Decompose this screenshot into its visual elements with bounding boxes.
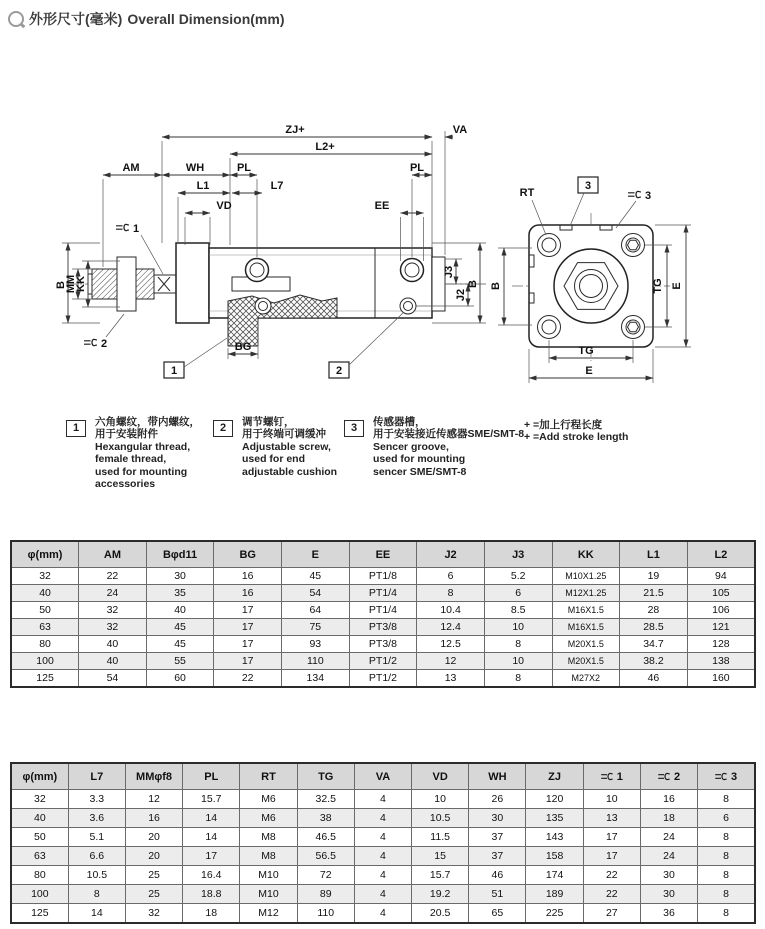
table-cell: M12: [240, 904, 297, 924]
table-cell: 5.1: [68, 828, 125, 847]
table-cell: 40: [11, 585, 79, 602]
note-line: 用于安装附件: [95, 428, 158, 441]
wrench-icon: [601, 772, 614, 781]
note-line: adjustable cushion: [242, 465, 338, 478]
table-cell: 20.5: [412, 904, 469, 924]
table-cell: 24: [79, 585, 147, 602]
table-cell: 18: [640, 809, 697, 828]
note-line: sencer SME/SMT-8: [373, 465, 467, 478]
table-cell: 16: [214, 568, 282, 585]
wrench-callout-3: [616, 190, 651, 228]
note-3-number: 3: [344, 420, 364, 437]
table-cell: PT1/4: [349, 602, 417, 619]
table-cell: 125: [11, 904, 68, 924]
table-row: [11, 585, 755, 602]
table-cell: 10: [583, 790, 640, 809]
table-cell: 20: [125, 847, 182, 866]
dim-rt: RT: [519, 187, 535, 199]
table-cell: PT1/2: [349, 653, 417, 670]
table-cell: M27X2: [552, 670, 620, 688]
table-cell: 8: [484, 636, 552, 653]
note-line: female thread,: [95, 453, 167, 466]
table-cell: PT3/8: [349, 619, 417, 636]
table-cell: 27: [583, 904, 640, 924]
table-cell: M10: [240, 866, 297, 885]
note-line: 用于终端可调缓冲: [242, 428, 326, 441]
col-header-KK: KK: [552, 541, 620, 568]
table-cell: PT3/8: [349, 636, 417, 653]
table-cell: 36: [640, 904, 697, 924]
table-cell: 24: [640, 847, 697, 866]
note-line: Hexangular thread,: [95, 440, 191, 453]
dim-b-end: B: [490, 282, 502, 290]
dim-l7: L7: [270, 180, 284, 192]
table-cell: 25: [125, 866, 182, 885]
table-cell: 121: [687, 619, 755, 636]
table-cell: 158: [526, 847, 583, 866]
table-cell: 120: [526, 790, 583, 809]
table-cell: PT1/8: [349, 568, 417, 585]
table-cell: 72: [297, 866, 354, 885]
col-header-E: E: [282, 541, 350, 568]
table-cell: 34.7: [620, 636, 688, 653]
col-header-WH: WH: [469, 763, 526, 790]
dim-am: AM: [122, 162, 140, 174]
table-cell: 8: [68, 885, 125, 904]
dimension-table-2: [10, 762, 756, 924]
table-cell: 160: [687, 670, 755, 688]
dim-bg: BG: [234, 341, 252, 353]
end-view: [490, 177, 691, 383]
dim-va: VA: [452, 124, 468, 136]
table-cell: M6: [240, 809, 297, 828]
table-row: [11, 885, 755, 904]
note-1-number: 1: [66, 420, 86, 437]
table-cell: 17: [214, 602, 282, 619]
table-cell: 10.5: [412, 809, 469, 828]
callout-box-3: [570, 177, 598, 226]
table-cell: M20X1.5: [552, 636, 620, 653]
dim-kk: KK: [75, 276, 87, 292]
table-cell: 40: [79, 653, 147, 670]
table-cell: 17: [214, 636, 282, 653]
table-cell: 8: [698, 866, 755, 885]
table-cell: 6: [484, 585, 552, 602]
table-cell: 10: [484, 653, 552, 670]
note-line: Adjustable screw,: [242, 440, 331, 453]
col-header-BG: BG: [214, 541, 282, 568]
col-header-J3: J3: [484, 541, 552, 568]
table-cell: PT1/4: [349, 585, 417, 602]
svg-text:1: 1: [170, 365, 178, 377]
table-cell: 45: [146, 619, 214, 636]
table-cell: 134: [282, 670, 350, 688]
table-cell: PT1/2: [349, 670, 417, 688]
wrench-icon: [84, 339, 97, 346]
table-cell: 65: [469, 904, 526, 924]
table-cell: 45: [282, 568, 350, 585]
table-cell: 89: [297, 885, 354, 904]
table-cell: 15.7: [412, 866, 469, 885]
table-cell: 3.6: [68, 809, 125, 828]
table-cell: 40: [79, 636, 147, 653]
table-cell: 37: [469, 828, 526, 847]
dim-b-left: B: [55, 281, 67, 289]
note-line: 用于安装接近传感器SME/SMT-8: [373, 428, 525, 441]
dimension-table-1: [10, 540, 756, 688]
dim-wh: WH: [185, 162, 205, 174]
table-cell: 64: [282, 602, 350, 619]
note-line: used for end: [242, 453, 306, 466]
table-cell: 100: [11, 653, 79, 670]
wrench-icon: [116, 224, 129, 231]
wrench-size-number: 1: [616, 770, 623, 783]
note-line: 调节螺钉，: [242, 416, 295, 428]
table-cell: 32.5: [297, 790, 354, 809]
note-line: + =Add stroke length: [524, 431, 629, 444]
table-cell: 15: [412, 847, 469, 866]
table-cell: 17: [183, 847, 240, 866]
table-row: [11, 809, 755, 828]
table-cell: 174: [526, 866, 583, 885]
table-cell: 3.3: [68, 790, 125, 809]
table-cell: 80: [11, 636, 79, 653]
dim-pl-right: PL: [409, 162, 425, 174]
col-header-φ(mm): φ(mm): [11, 541, 79, 568]
table-cell: 17: [583, 847, 640, 866]
table-cell: M12X1.25: [552, 585, 620, 602]
table-cell: M16X1.5: [552, 602, 620, 619]
table-cell: 100: [11, 885, 68, 904]
table-cell: 138: [687, 653, 755, 670]
table-cell: 106: [687, 602, 755, 619]
table-cell: 28: [620, 602, 688, 619]
table-cell: 38: [297, 809, 354, 828]
table-cell: 16: [214, 585, 282, 602]
table-cell: 63: [11, 847, 68, 866]
table-cell: 5.2: [484, 568, 552, 585]
dim-l1: L1: [196, 180, 210, 192]
col-header-L2: L2: [687, 541, 755, 568]
table-cell: 10.4: [417, 602, 485, 619]
table-cell: 110: [297, 904, 354, 924]
table-cell: 32: [79, 619, 147, 636]
dim-e-vertical: E: [671, 282, 683, 290]
table-cell: 14: [183, 828, 240, 847]
table-row: [11, 790, 755, 809]
col-header-φ(mm): φ(mm): [11, 763, 68, 790]
table-cell: 35: [146, 585, 214, 602]
page-title: [8, 9, 284, 29]
table-cell: 38.2: [620, 653, 688, 670]
table-cell: 18.8: [183, 885, 240, 904]
table-cell: 40: [11, 809, 68, 828]
table-cell: 189: [526, 885, 583, 904]
table-cell: M16X1.5: [552, 619, 620, 636]
table-cell: 32: [125, 904, 182, 924]
table-cell: 4: [354, 885, 411, 904]
svg-text:3: 3: [644, 190, 652, 202]
table-cell: 135: [526, 809, 583, 828]
note-line: 传感器槽，: [373, 416, 426, 428]
table-cell: 128: [687, 636, 755, 653]
table-cell: 17: [214, 653, 282, 670]
wrench-size-number: 2: [673, 770, 681, 783]
callout-box-1: [164, 338, 227, 378]
table-cell: 13: [417, 670, 485, 688]
table-cell: 17: [583, 828, 640, 847]
col-header-wrench-1: [583, 763, 640, 790]
table-cell: 18: [183, 904, 240, 924]
dimension-table-1-grid: [10, 540, 756, 688]
table-row: [11, 828, 755, 847]
table-cell: 32: [79, 602, 147, 619]
note-line: + =加上行程长度: [524, 419, 603, 431]
table-cell: 17: [214, 619, 282, 636]
table-cell: 45: [146, 636, 214, 653]
table-cell: 6: [698, 809, 755, 828]
table-cell: 32: [11, 568, 79, 585]
table-cell: 12.4: [417, 619, 485, 636]
table-cell: 16.4: [183, 866, 240, 885]
table-cell: 10: [484, 619, 552, 636]
table-cell: 40: [146, 602, 214, 619]
table-cell: 46.5: [297, 828, 354, 847]
dim-e-horizontal: E: [585, 365, 593, 377]
table-cell: 8.5: [484, 602, 552, 619]
col-header-L7: L7: [68, 763, 125, 790]
dim-j2: J2: [455, 288, 467, 302]
table-cell: 30: [640, 885, 697, 904]
table-cell: 4: [354, 809, 411, 828]
table-cell: 6.6: [68, 847, 125, 866]
table-cell: M8: [240, 828, 297, 847]
table-row: [11, 670, 755, 688]
table-cell: 22: [79, 568, 147, 585]
table-row: [11, 568, 755, 585]
table-cell: 24: [640, 828, 697, 847]
note-1-text: [95, 416, 200, 490]
table-cell: 63: [11, 619, 79, 636]
table-cell: 60: [146, 670, 214, 688]
table-cell: 8: [698, 885, 755, 904]
dim-mm: MM: [65, 274, 77, 294]
table-cell: 22: [583, 866, 640, 885]
col-header-Bφd11: Bφd11: [146, 541, 214, 568]
table-cell: 20: [125, 828, 182, 847]
table-cell: 4: [354, 904, 411, 924]
dimension-table-2-grid: [10, 762, 756, 924]
table-cell: 46: [469, 866, 526, 885]
table-cell: M6: [240, 790, 297, 809]
table-cell: 30: [640, 866, 697, 885]
col-header-wrench-2: [640, 763, 697, 790]
wrench-icon: [715, 772, 728, 781]
table-cell: 56.5: [297, 847, 354, 866]
col-header-EE: EE: [349, 541, 417, 568]
table-cell: 8: [698, 904, 755, 924]
table-row: [11, 866, 755, 885]
col-header-VA: VA: [354, 763, 411, 790]
table-cell: 19: [620, 568, 688, 585]
table-cell: 8: [698, 790, 755, 809]
table-row: [11, 619, 755, 636]
col-header-AM: AM: [79, 541, 147, 568]
col-header-wrench-3: [698, 763, 755, 790]
table-cell: M10X1.25: [552, 568, 620, 585]
table-cell: 8: [698, 847, 755, 866]
table-cell: 19.2: [412, 885, 469, 904]
col-header-PL: PL: [183, 763, 240, 790]
table-cell: M8: [240, 847, 297, 866]
table-row: [11, 904, 755, 924]
table-cell: 22: [583, 885, 640, 904]
note-line: used for mounting: [373, 453, 466, 466]
table-row: [11, 636, 755, 653]
table-cell: 14: [68, 904, 125, 924]
table-cell: 11.5: [412, 828, 469, 847]
table-cell: 80: [11, 866, 68, 885]
dim-tg-vertical: TG: [652, 278, 664, 294]
table-cell: 32: [11, 790, 68, 809]
svg-text:3: 3: [584, 180, 592, 192]
table-cell: 37: [469, 847, 526, 866]
table-cell: 25: [125, 885, 182, 904]
table-cell: 14: [183, 809, 240, 828]
table-cell: 8: [417, 585, 485, 602]
table-cell: 30: [469, 809, 526, 828]
col-header-VD: VD: [412, 763, 469, 790]
note-line: 六角螺纹，带内螺纹，: [95, 416, 200, 428]
dim-tg-horizontal: TG: [578, 345, 594, 357]
stroke-note: [524, 419, 628, 444]
table-cell: 75: [282, 619, 350, 636]
table-cell: 4: [354, 790, 411, 809]
dim-l2: L2+: [315, 141, 335, 153]
table-cell: 143: [526, 828, 583, 847]
dim-pl-left: PL: [236, 162, 252, 174]
table-cell: M20X1.5: [552, 653, 620, 670]
table-cell: 93: [282, 636, 350, 653]
table-cell: 28.5: [620, 619, 688, 636]
table-cell: 125: [11, 670, 79, 688]
dim-b-right: B: [467, 280, 479, 288]
wrench-icon: [628, 191, 641, 198]
note-line: used for mounting: [95, 465, 188, 478]
table-cell: 51: [469, 885, 526, 904]
table-cell: 12: [125, 790, 182, 809]
table-cell: 22: [214, 670, 282, 688]
table-cell: 10: [412, 790, 469, 809]
table-cell: 8: [698, 828, 755, 847]
table-cell: 4: [354, 866, 411, 885]
table-cell: 13: [583, 809, 640, 828]
table-cell: 16: [640, 790, 697, 809]
col-header-J2: J2: [417, 541, 485, 568]
table-cell: 21.5: [620, 585, 688, 602]
table-cell: 16: [125, 809, 182, 828]
table-cell: 110: [282, 653, 350, 670]
table-cell: 30: [146, 568, 214, 585]
table-cell: 94: [687, 568, 755, 585]
table-cell: 225: [526, 904, 583, 924]
table-row: [11, 847, 755, 866]
table-cell: 8: [484, 670, 552, 688]
table-row: [11, 653, 755, 670]
note-line: accessories: [95, 478, 156, 491]
note-3-text: [373, 416, 524, 478]
side-view: [55, 124, 486, 378]
table-cell: 105: [687, 585, 755, 602]
table-cell: 55: [146, 653, 214, 670]
callout-box-2: [329, 312, 404, 378]
note-2-text: [242, 416, 337, 478]
table-cell: 46: [620, 670, 688, 688]
table-cell: 50: [11, 602, 79, 619]
col-header-ZJ: ZJ: [526, 763, 583, 790]
note-line: Sencer groove,: [373, 440, 449, 453]
page-title-zh: 外形尺寸(毫米): [29, 11, 123, 27]
table-cell: 6: [417, 568, 485, 585]
page-title-en: Overall Dimension(mm): [127, 11, 285, 27]
table-cell: 4: [354, 828, 411, 847]
table-cell: 10.5: [68, 866, 125, 885]
note-2-number: 2: [213, 420, 233, 437]
col-header-L1: L1: [620, 541, 688, 568]
table-cell: 54: [79, 670, 147, 688]
svg-text:1: 1: [132, 223, 140, 235]
table-cell: 12.5: [417, 636, 485, 653]
wrench-callout-2: [84, 314, 124, 350]
col-header-RT: RT: [240, 763, 297, 790]
table-cell: 54: [282, 585, 350, 602]
wrench-size-number: 3: [731, 770, 738, 783]
table-cell: 4: [354, 847, 411, 866]
table-cell: M10: [240, 885, 297, 904]
col-header-MMφf8: MMφf8: [125, 763, 182, 790]
dim-zj: ZJ+: [285, 124, 305, 136]
wrench-icon: [658, 772, 671, 781]
table-cell: 26: [469, 790, 526, 809]
svg-text:2: 2: [335, 365, 343, 377]
table-cell: 50: [11, 828, 68, 847]
table-cell: 12: [417, 653, 485, 670]
section-bullet-icon: [8, 11, 24, 27]
dim-vd: VD: [216, 200, 232, 212]
technical-drawing: [0, 95, 765, 410]
svg-text:2: 2: [100, 338, 108, 350]
dim-ee: EE: [374, 200, 390, 212]
table-row: [11, 602, 755, 619]
col-header-TG: TG: [297, 763, 354, 790]
table-cell: 15.7: [183, 790, 240, 809]
dim-j3: J3: [443, 265, 455, 279]
